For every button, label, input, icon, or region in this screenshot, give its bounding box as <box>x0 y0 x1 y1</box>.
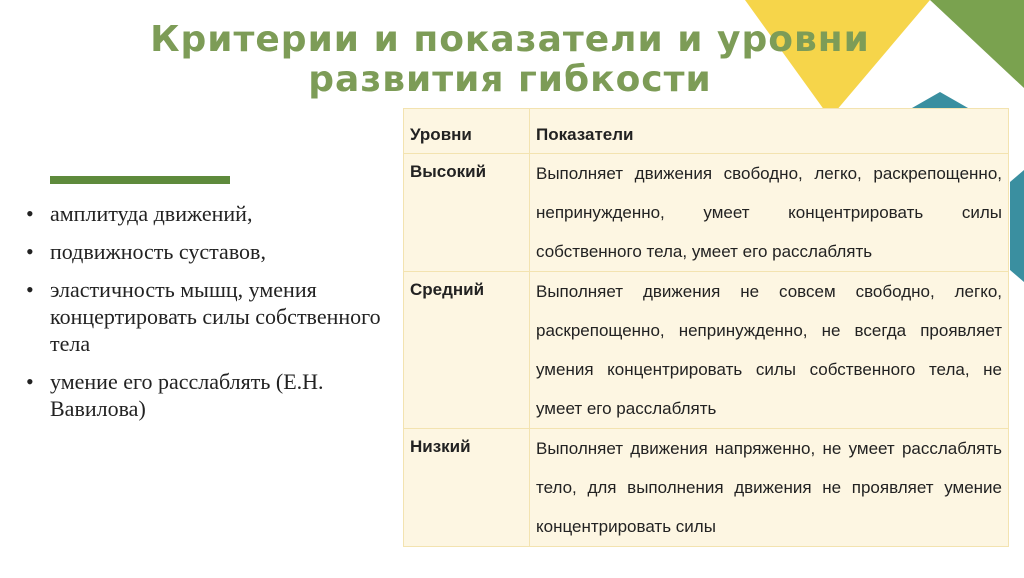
header-indicators: Показатели <box>530 109 1009 154</box>
level-cell: Низкий <box>404 429 530 547</box>
level-cell: Высокий <box>404 154 530 272</box>
table-row <box>404 154 1009 272</box>
list-item-text: эластичность мышц, умения концертировать силы собственного тела <box>50 277 381 356</box>
table-row <box>404 272 1009 429</box>
table-row <box>404 429 1009 547</box>
green-triangle <box>930 0 1024 88</box>
bullet-marker: • <box>26 201 34 226</box>
list-item-text: умение его расслаблять (Е.Н. Вавилова) <box>50 369 324 421</box>
header-levels: Уровни <box>404 109 530 154</box>
list-item <box>24 200 384 227</box>
bullet-marker: • <box>26 277 34 302</box>
list-item <box>24 276 384 357</box>
bullet-marker: • <box>26 239 34 264</box>
accent-bar <box>50 176 230 184</box>
slide-title <box>110 20 910 100</box>
bullet-marker: • <box>26 369 34 394</box>
description-cell: Выполняет движения не совсем свободно, легко, раскрепощенно, непринужденно, не всегда проявляет умения концентрировать силы собственного тела, не умеет его расслаблять <box>530 272 1009 429</box>
list-item-text: амплитуда движений, <box>50 201 253 226</box>
description-cell: Выполняет движения напряженно, не умеет расслаблять тело, для выполнения движения не проявляет умение концентрировать силы <box>530 429 1009 547</box>
levels-table <box>403 108 1009 547</box>
list-item <box>24 368 384 422</box>
level-cell: Средний <box>404 272 530 429</box>
description-cell: Выполняет движения свободно, легко, раскрепощенно, непринужденно, умеет концентрировать силы собственного тела, умеет его расслаблять <box>530 154 1009 272</box>
list-item <box>24 238 384 265</box>
table-header-row <box>404 109 1009 154</box>
criteria-list <box>24 200 384 433</box>
list-item-text: подвижность суставов, <box>50 239 266 264</box>
title-line-1: Критерии и показатели и уровни <box>150 19 870 60</box>
teal-side-triangle <box>1010 170 1024 282</box>
levels-table-container <box>403 108 1009 578</box>
title-line-2: развития гибкости <box>308 59 712 100</box>
teal-triangle <box>912 92 968 108</box>
